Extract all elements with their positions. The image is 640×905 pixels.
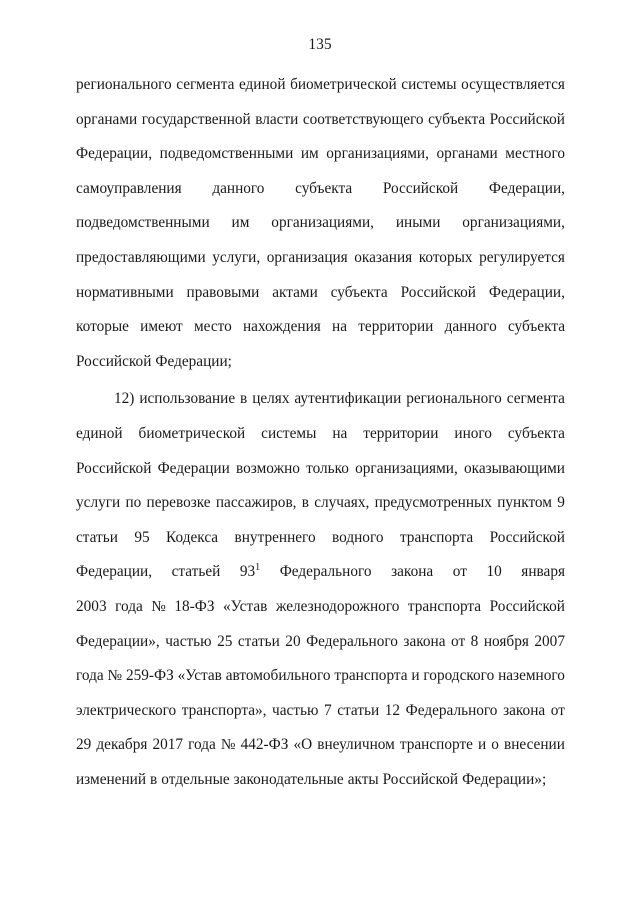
word: нормативными: [76, 283, 174, 301]
word: нахождения: [242, 318, 321, 336]
word: Федерации,: [488, 179, 565, 197]
text-line: [76, 590, 565, 625]
text-line: [76, 241, 565, 276]
page-number: 135: [308, 36, 332, 53]
text-line-with-footnote: [76, 555, 565, 590]
word: ноября: [483, 632, 529, 650]
word: Российской: [400, 283, 476, 301]
word: Федерации,: [488, 283, 565, 301]
text-line: [76, 68, 565, 103]
word: января: [521, 563, 565, 581]
word: Федерации»,: [76, 632, 160, 650]
word: пунктом: [497, 494, 552, 512]
text-line: [76, 172, 565, 207]
word: подведомственными: [76, 214, 210, 232]
word: Федерального: [405, 701, 498, 719]
text-line: [76, 659, 565, 694]
word: акты: [347, 770, 379, 788]
word: «Устав: [223, 597, 268, 615]
word: перевозке: [146, 494, 211, 512]
word: актами: [272, 283, 318, 301]
word: транспорта: [334, 667, 408, 685]
word: №: [220, 736, 236, 754]
word: регулируется: [479, 248, 565, 266]
word: статьи: [237, 632, 280, 650]
word: данного: [212, 179, 265, 197]
word: статьи: [337, 701, 380, 719]
word: территории: [363, 424, 439, 442]
word: 10: [486, 563, 502, 581]
word: биометрической: [138, 424, 246, 442]
word: 12): [114, 390, 135, 408]
word: года: [115, 597, 143, 615]
text-line: [76, 763, 565, 798]
word: услуги: [76, 494, 121, 512]
word: органами: [76, 110, 138, 128]
word: транспорта»,: [181, 701, 267, 719]
word: железнодорожного: [275, 597, 400, 615]
word: внеуличном: [317, 736, 395, 754]
word: Федерации»;: [462, 770, 547, 788]
word: от: [452, 563, 467, 581]
word: правовыми: [186, 283, 260, 301]
text-line: [76, 137, 565, 172]
word: которые: [76, 318, 129, 336]
text-line: [76, 521, 565, 556]
word: наземного: [498, 667, 565, 685]
word: декабря: [96, 736, 148, 754]
word: Федерации,: [76, 563, 153, 581]
word: статьи: [76, 528, 118, 546]
word: года: [188, 736, 216, 754]
word: системы: [261, 424, 317, 442]
word: и: [478, 736, 487, 754]
word: 9: [557, 494, 565, 512]
word: 95: [134, 528, 150, 546]
word: 2017: [152, 736, 184, 754]
word: единой: [238, 76, 286, 93]
word: «О: [293, 736, 313, 754]
word: года: [76, 667, 104, 685]
word: 442-ФЗ: [240, 736, 289, 754]
word: органами: [436, 145, 498, 163]
word: в: [240, 390, 248, 408]
word: 20: [285, 632, 301, 650]
word: по: [125, 494, 142, 512]
paragraph-2: [76, 382, 565, 797]
word: Федерального: [306, 632, 398, 650]
word: Федерации;: [155, 352, 232, 370]
word: организация: [266, 248, 348, 266]
word: транспорта: [399, 528, 474, 546]
word: отдельные: [161, 770, 230, 788]
text-line: [76, 452, 565, 487]
word: системы: [401, 76, 457, 93]
word: им: [300, 145, 319, 163]
text-line: [76, 625, 565, 660]
word: имеют: [140, 318, 183, 336]
superscript-footnote-mark: 1: [255, 562, 261, 574]
word: регионального: [406, 390, 502, 408]
word: место: [193, 318, 232, 336]
word: изменений: [76, 770, 147, 788]
word: субъекта: [428, 110, 486, 128]
word: случаях,: [314, 494, 370, 512]
word: №: [107, 667, 123, 685]
word: субъекта: [507, 424, 565, 442]
word: Российской: [489, 597, 565, 615]
word: Российской: [382, 770, 459, 788]
word: городского: [423, 667, 495, 685]
word: о: [491, 736, 499, 754]
word: от: [550, 701, 565, 719]
word: закона: [503, 701, 546, 719]
word: целях: [252, 390, 290, 408]
word: Российской: [382, 179, 459, 197]
word: водного: [332, 528, 384, 546]
word: законодательные: [233, 770, 344, 788]
word: 2007: [534, 632, 565, 650]
word: частью: [272, 701, 319, 719]
word: организациями,: [326, 145, 429, 163]
text-line: [76, 486, 565, 521]
text-line: [76, 345, 565, 380]
word: 8: [470, 632, 479, 650]
word: Российской: [76, 352, 152, 370]
word: им: [231, 214, 250, 232]
word: 18-ФЗ: [174, 597, 215, 615]
text-line: [76, 206, 565, 241]
word: осуществляется: [461, 76, 565, 93]
text-line: [76, 276, 565, 311]
word: использование: [139, 390, 236, 408]
word: внесении: [504, 736, 565, 754]
text-line: [76, 417, 565, 452]
word: единой: [76, 424, 123, 442]
word: которых: [418, 248, 473, 266]
word: субъекта: [507, 318, 565, 336]
word: территории: [358, 318, 434, 336]
word: Российской: [489, 110, 565, 128]
word: и: [411, 667, 420, 685]
word: 2003: [76, 597, 107, 615]
word: предоставляющими: [76, 248, 206, 266]
word: частью: [165, 632, 212, 650]
word: 12: [384, 701, 401, 719]
word: организациями,: [271, 214, 374, 232]
word: в: [150, 770, 158, 788]
word: аутентификации: [294, 390, 402, 408]
word: возможно: [235, 459, 300, 477]
word: 259-ФЗ: [125, 667, 174, 685]
word: подведомственными: [159, 145, 294, 163]
word: «Устав: [177, 667, 222, 685]
word: на: [332, 424, 348, 442]
word: субъекта: [330, 283, 388, 301]
word: Кодекса: [166, 528, 219, 546]
word: Федерации: [157, 459, 230, 477]
word: соответствующего: [302, 110, 424, 128]
word: услуги,: [212, 248, 261, 266]
word: субъекта: [295, 179, 353, 197]
word: 7: [324, 701, 332, 719]
document-body: [76, 68, 565, 797]
word: транспорте: [399, 736, 473, 754]
word: №: [151, 597, 166, 615]
word: сегмента: [176, 76, 235, 93]
word: данного: [444, 318, 497, 336]
text-line: [76, 310, 565, 345]
word: внутреннего: [234, 528, 316, 546]
word: иного: [454, 424, 492, 442]
word: на: [332, 318, 348, 336]
word: 25: [217, 632, 233, 650]
word: местного: [505, 145, 565, 163]
word: пассажиров,: [215, 494, 297, 512]
text-line: [76, 103, 565, 138]
word: власти: [255, 110, 299, 128]
word: предусмотренных: [374, 494, 492, 512]
word: Российской: [76, 459, 152, 477]
word: иными: [395, 214, 441, 232]
text-line: [76, 382, 565, 417]
word: статьей: [171, 563, 221, 581]
word: Российской: [489, 528, 565, 546]
word: закона: [391, 563, 434, 581]
word: закона: [403, 632, 446, 650]
word: в: [301, 494, 309, 512]
word: электрического: [76, 701, 177, 719]
word: оказания: [354, 248, 413, 266]
word: регионального: [76, 76, 172, 93]
word: государственной: [141, 110, 251, 128]
text-line: [76, 728, 565, 763]
word: сегмента: [506, 390, 565, 408]
word: Федерального: [279, 563, 372, 581]
word: только: [306, 459, 349, 477]
word: самоуправления: [76, 179, 182, 197]
word: транспорта: [407, 597, 482, 615]
word: биометрической: [290, 76, 397, 93]
word: Федерации,: [76, 145, 153, 163]
paragraph-1: [76, 68, 565, 379]
word: 29: [76, 736, 92, 754]
word: организациями,: [462, 214, 565, 232]
word: от: [451, 632, 466, 650]
word: организациями,: [355, 459, 458, 477]
word: автомобильного: [225, 667, 331, 685]
text-line: [76, 694, 565, 729]
word: оказывающими: [463, 459, 565, 477]
text-segment-before-superscript: $93^1$: [239, 562, 261, 581]
